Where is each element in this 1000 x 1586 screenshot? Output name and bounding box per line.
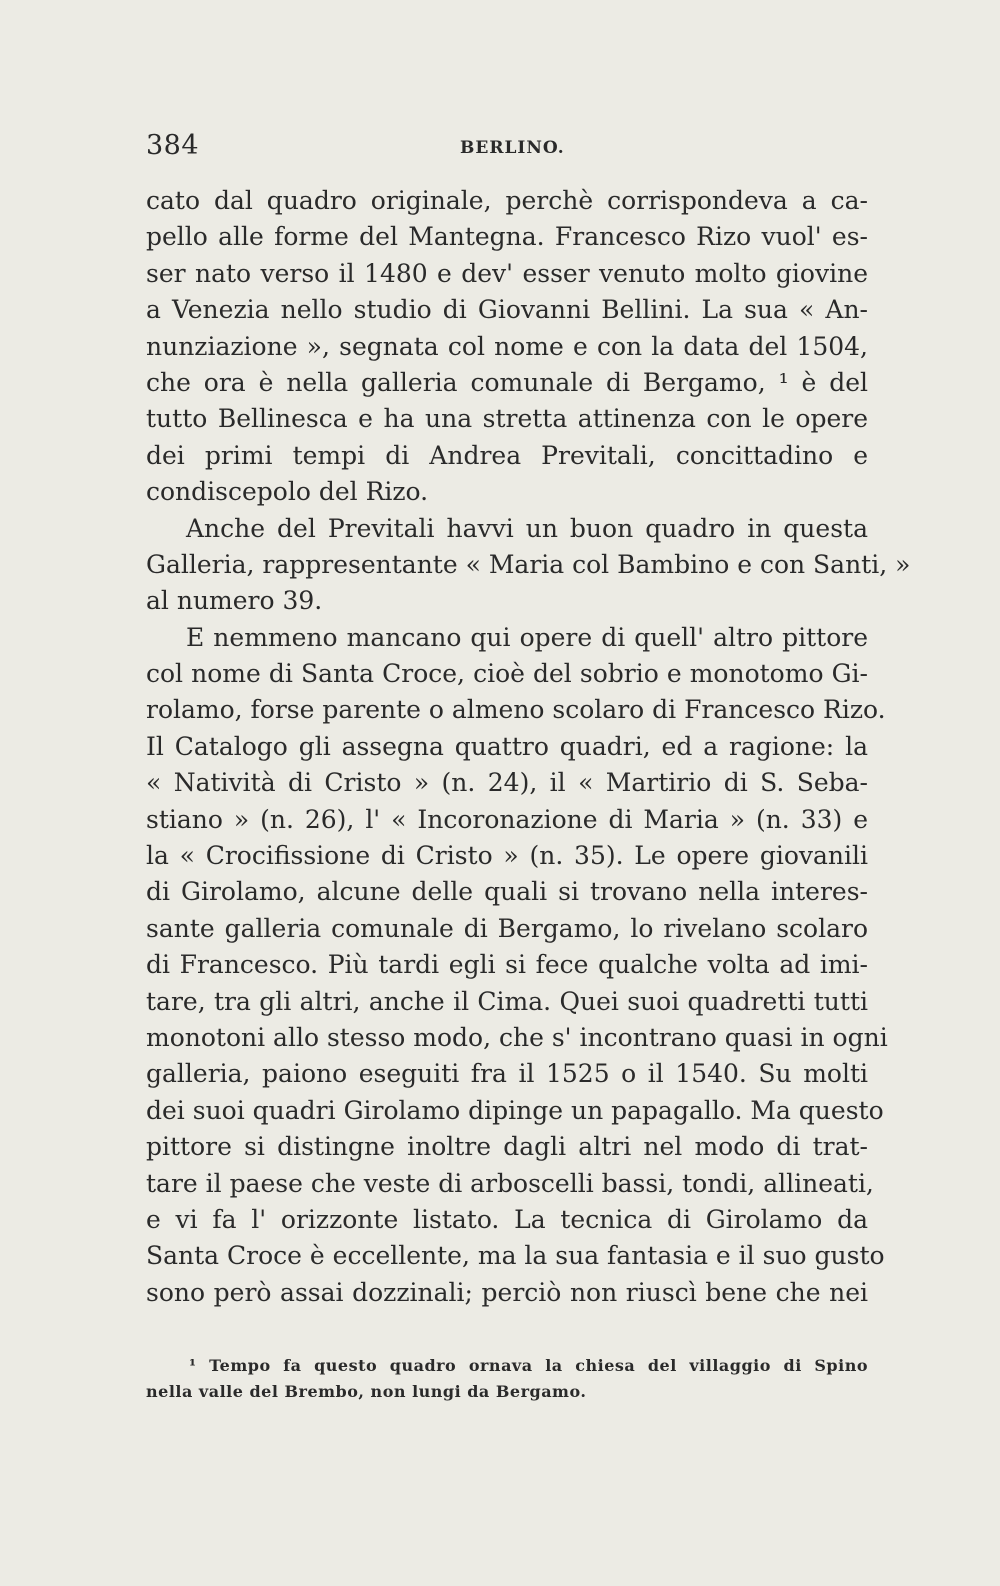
text-line: sono però assai dozzinali; perciò non riuscì bene che nei — [146, 1277, 868, 1307]
text-line: pittore si distingne inoltre dagli altri nel modo di trat- — [146, 1132, 868, 1162]
text-line: « Natività di Cristo » (n. 24), il « Martirio di S. Seba- — [146, 768, 868, 798]
text-line: col nome di Santa Croce, cioè del sobrio e monotomo Gi- — [146, 659, 868, 689]
text-line: Il Catalogo gli assegna quattro quadri, ed a ragione: la — [146, 731, 868, 761]
text-line: Anche del Previtali havvi un buon quadro in questa — [186, 513, 868, 543]
running-title: BERLINO. — [460, 138, 565, 158]
text-line: Santa Croce è eccellente, ma la sua fantasia e il suo gusto — [146, 1241, 885, 1271]
text-line: che ora è nella galleria comunale di Bergamo, ¹ è del — [146, 367, 868, 397]
text-line: monotoni allo stesso modo, che s' incontrano quasi in ogni — [146, 1022, 888, 1052]
text-line: al numero 39. — [146, 586, 323, 616]
body-text — [146, 183, 911, 1311]
text-line: di Francesco. Più tardi egli si fece qualche volta ad imi- — [146, 950, 868, 980]
text-line: ser nato verso il 1480 e dev' esser venuto molto giovine — [146, 258, 868, 288]
text-line: la « Crocifissione di Cristo » (n. 35). Le opere giovanili — [146, 841, 868, 871]
text-line: tare il paese che veste di arboscelli bassi, tondi, allineati, — [146, 1168, 874, 1198]
text-line: e vi fa l' orizzonte listato. La tecnica di Girolamo da — [146, 1204, 868, 1234]
text-line: condiscepolo del Rizo. — [146, 477, 429, 507]
text-line: dei suoi quadri Girolamo dipinge un papagallo. Ma questo — [146, 1095, 884, 1125]
text-line: stiano » (n. 26), l' « Incoronazione di Maria » (n. 33) e — [146, 804, 868, 834]
page-header — [146, 130, 868, 164]
footnote-line: nella valle del Brembo, non lungi da Bergamo. — [146, 1382, 587, 1401]
page-number: 384 — [146, 130, 200, 161]
text-line: sante galleria comunale di Bergamo, lo rivelano scolaro — [146, 913, 868, 943]
text-line: pello alle forme del Mantegna. Francesco Rizo vuol' es- — [146, 222, 868, 252]
footnote — [146, 1353, 868, 1405]
text-line: di Girolamo, alcune delle quali si trovano nella interes- — [146, 877, 868, 907]
text-line: rolamo, forse parente o almeno scolaro di Francesco Rizo. — [146, 695, 886, 725]
text-line: tutto Bellinesca e ha una stretta attinenza con le opere — [146, 404, 868, 434]
text-line: a Venezia nello studio di Giovanni Bellini. La sua « An- — [146, 295, 868, 325]
text-line: nunziazione », segnata col nome e con la data del 1504, — [146, 331, 868, 361]
text-line: dei primi tempi di Andrea Previtali, concittadino e — [146, 440, 868, 470]
text-line: E nemmeno mancano qui opere di quell' altro pittore — [186, 622, 868, 652]
text-line: Galleria, rappresentante « Maria col Bambino e con Santi, » — [146, 549, 911, 579]
footnote-line: ¹ Tempo fa questo quadro ornava la chiesa del villaggio di Spino — [189, 1356, 868, 1375]
text-line: galleria, paiono eseguiti fra il 1525 o il 1540. Su molti — [146, 1059, 868, 1089]
text-line: tare, tra gli altri, anche il Cima. Quei suoi quadretti tutti — [146, 986, 868, 1016]
text-line: cato dal quadro originale, perchè corrispondeva a ca- — [146, 186, 868, 215]
